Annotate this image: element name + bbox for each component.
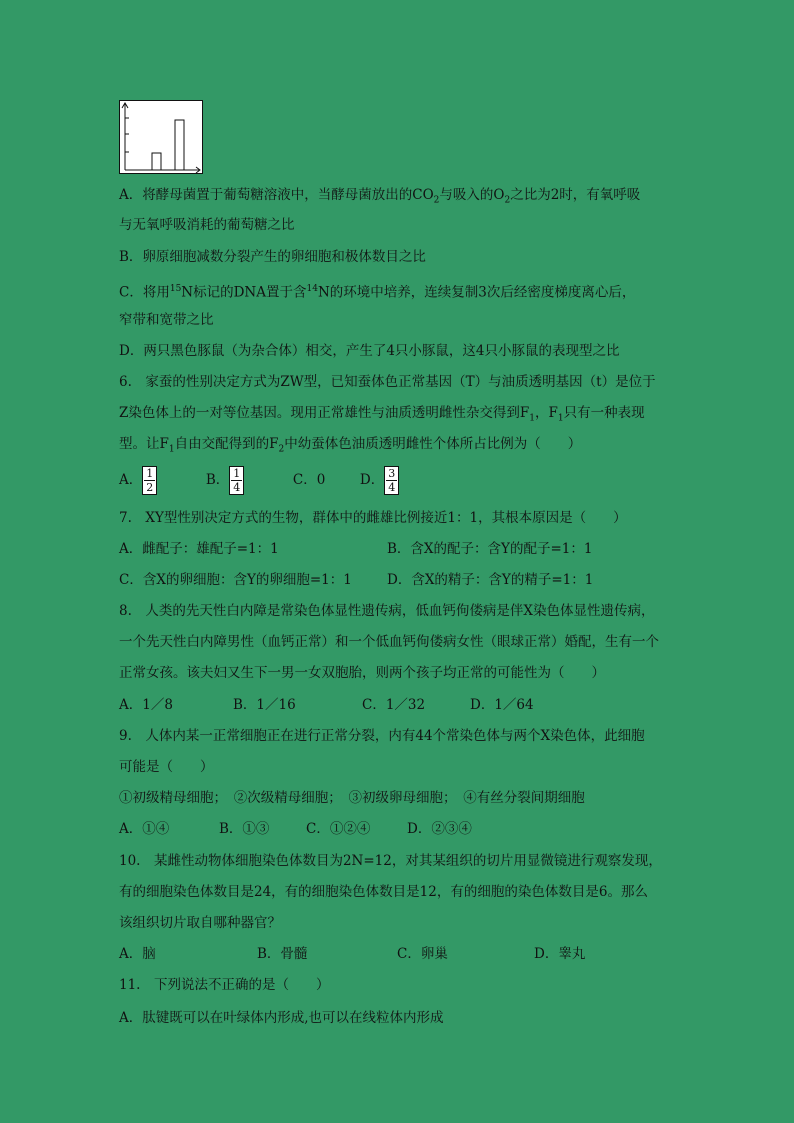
q8-option-a: A．1／8 <box>119 697 173 713</box>
question-8-line3: 正常女孩。该夫妇又生下一男一女双胞胎，则两个孩子均正常的可能性为（ ） <box>119 665 605 681</box>
question-10-line2: 有的细胞染色体数目是24，有的细胞染色体数目是12，有的细胞的染色体数目是6。那么 <box>119 884 648 900</box>
question-11: 11. 下列说法不正确的是（ ） <box>119 977 330 993</box>
question-8-line1: 8. 人类的先天性白内障是常染色体显性遗传病，低血钙佝偻病是伴X染色体显性遗传病， <box>119 603 655 619</box>
q9-option-a: A．①④ <box>119 821 170 837</box>
option-a-line1: A．将酵母菌置于葡萄糖溶液中，当酵母菌放出的$CO_2$与吸入的$O_2$之比为2时，有氧呼吸 <box>119 187 641 206</box>
option-b: B．卵原细胞减数分裂产生的卵细胞和极体数目之比 <box>119 249 426 265</box>
question-6-line3: 型。让$F_1$自由交配得到的$F_2$中幼蚕体色油质透明雌性个体所占比例为（ ） <box>119 436 582 455</box>
question-9-line1: 9. 人体内某一正常细胞正在进行正常分裂，内有44个常染色体与两个X染色体，此细胞 <box>119 728 645 744</box>
q9-option-d: D．②③④ <box>407 821 472 837</box>
question-8-line2: 一个先天性白内障男性（血钙正常）和一个低血钙佝偻病女性（眼球正常）婚配，生有一个 <box>119 634 659 650</box>
option-c-line2: 窄带和宽带之比 <box>119 312 214 328</box>
q6-option-b: B． <box>205 472 230 488</box>
question-6-options <box>119 466 399 495</box>
bar-figure <box>119 100 203 174</box>
question-10-line3: 该组织切片取自哪种器官？ <box>119 915 281 931</box>
question-6-line1: 6. 家蚕的性别决定方式为ZW型，已知蚕体色正常基因（T）与油质透明基因（t）是位于 <box>119 374 656 390</box>
q10-option-c: C．卵巢 <box>397 946 448 962</box>
option-d: D．两只黑色豚鼠（为杂合体）相交，产生了4只小豚鼠，这4只小豚鼠的表现型之比 <box>119 343 620 359</box>
q7-option-c: C．含X的卵细胞：含Y的卵细胞=1：1 <box>119 572 352 588</box>
q8-option-c: C．1／32 <box>362 697 426 713</box>
question-9-line3: ①初级精母细胞； ②次级精母细胞； ③初级卵母细胞； ④有丝分裂间期细胞 <box>119 790 585 806</box>
option-a-line2: 与无氧呼吸消耗的葡萄糖之比 <box>119 217 295 233</box>
q7-option-d: D．含X的精子：含Y的精子=1：1 <box>387 572 594 588</box>
bar-figure-svg <box>119 100 203 174</box>
q7-option-a: A．雌配子：雄配子=1：1 <box>119 541 279 557</box>
q9-option-b: B．①③ <box>219 821 270 837</box>
option-c-line1: C．将用$^{15}$N标记的DNA置于含$^{14}$N的环境中培养，连续复制3次后经密度梯度离心后， <box>119 284 636 301</box>
fraction-3-4: $\frac{3}{4}$ <box>384 466 399 495</box>
fraction-1-2: $\frac{1}{2}$ <box>142 466 157 495</box>
q7-option-b: B．含X的配子：含Y的配子=1：1 <box>387 541 593 557</box>
fraction-1-4: $\frac{1}{4}$ <box>229 466 244 495</box>
q10-option-b: B．骨髓 <box>257 946 308 962</box>
q10-option-d: D．睾丸 <box>534 946 586 962</box>
question-7: 7. XY型性别决定方式的生物，群体中的雌雄比例接近1：1，其根本原因是（ ） <box>119 510 627 526</box>
q10-option-a: A．脑 <box>119 946 156 962</box>
question-9-line2: 可能是（ ） <box>119 759 214 775</box>
bar-1 <box>152 153 161 170</box>
q11-option-a: A．肽键既可以在叶绿体内形成,也可以在线粒体内形成 <box>119 1010 444 1026</box>
question-10-line1: 10. 某雌性动物体细胞染色体数目为2N=12，对其某组织的切片用显微镜进行观察发现， <box>119 853 662 869</box>
q8-option-b: B．1／16 <box>233 697 296 713</box>
q9-option-c: C．①②④ <box>306 821 371 837</box>
q8-option-d: D．1／64 <box>470 697 534 713</box>
q6-option-c: C．0 <box>292 472 326 488</box>
question-6-line2: Z染色体上的一对等位基因。现用正常雄性与油质透明雌性杂交得到$F_1$，$F_1$只有一种表现 <box>119 405 645 424</box>
q6-option-a: A． <box>119 472 143 488</box>
bar-2 <box>175 120 184 170</box>
q6-option-d: D． <box>359 472 385 488</box>
